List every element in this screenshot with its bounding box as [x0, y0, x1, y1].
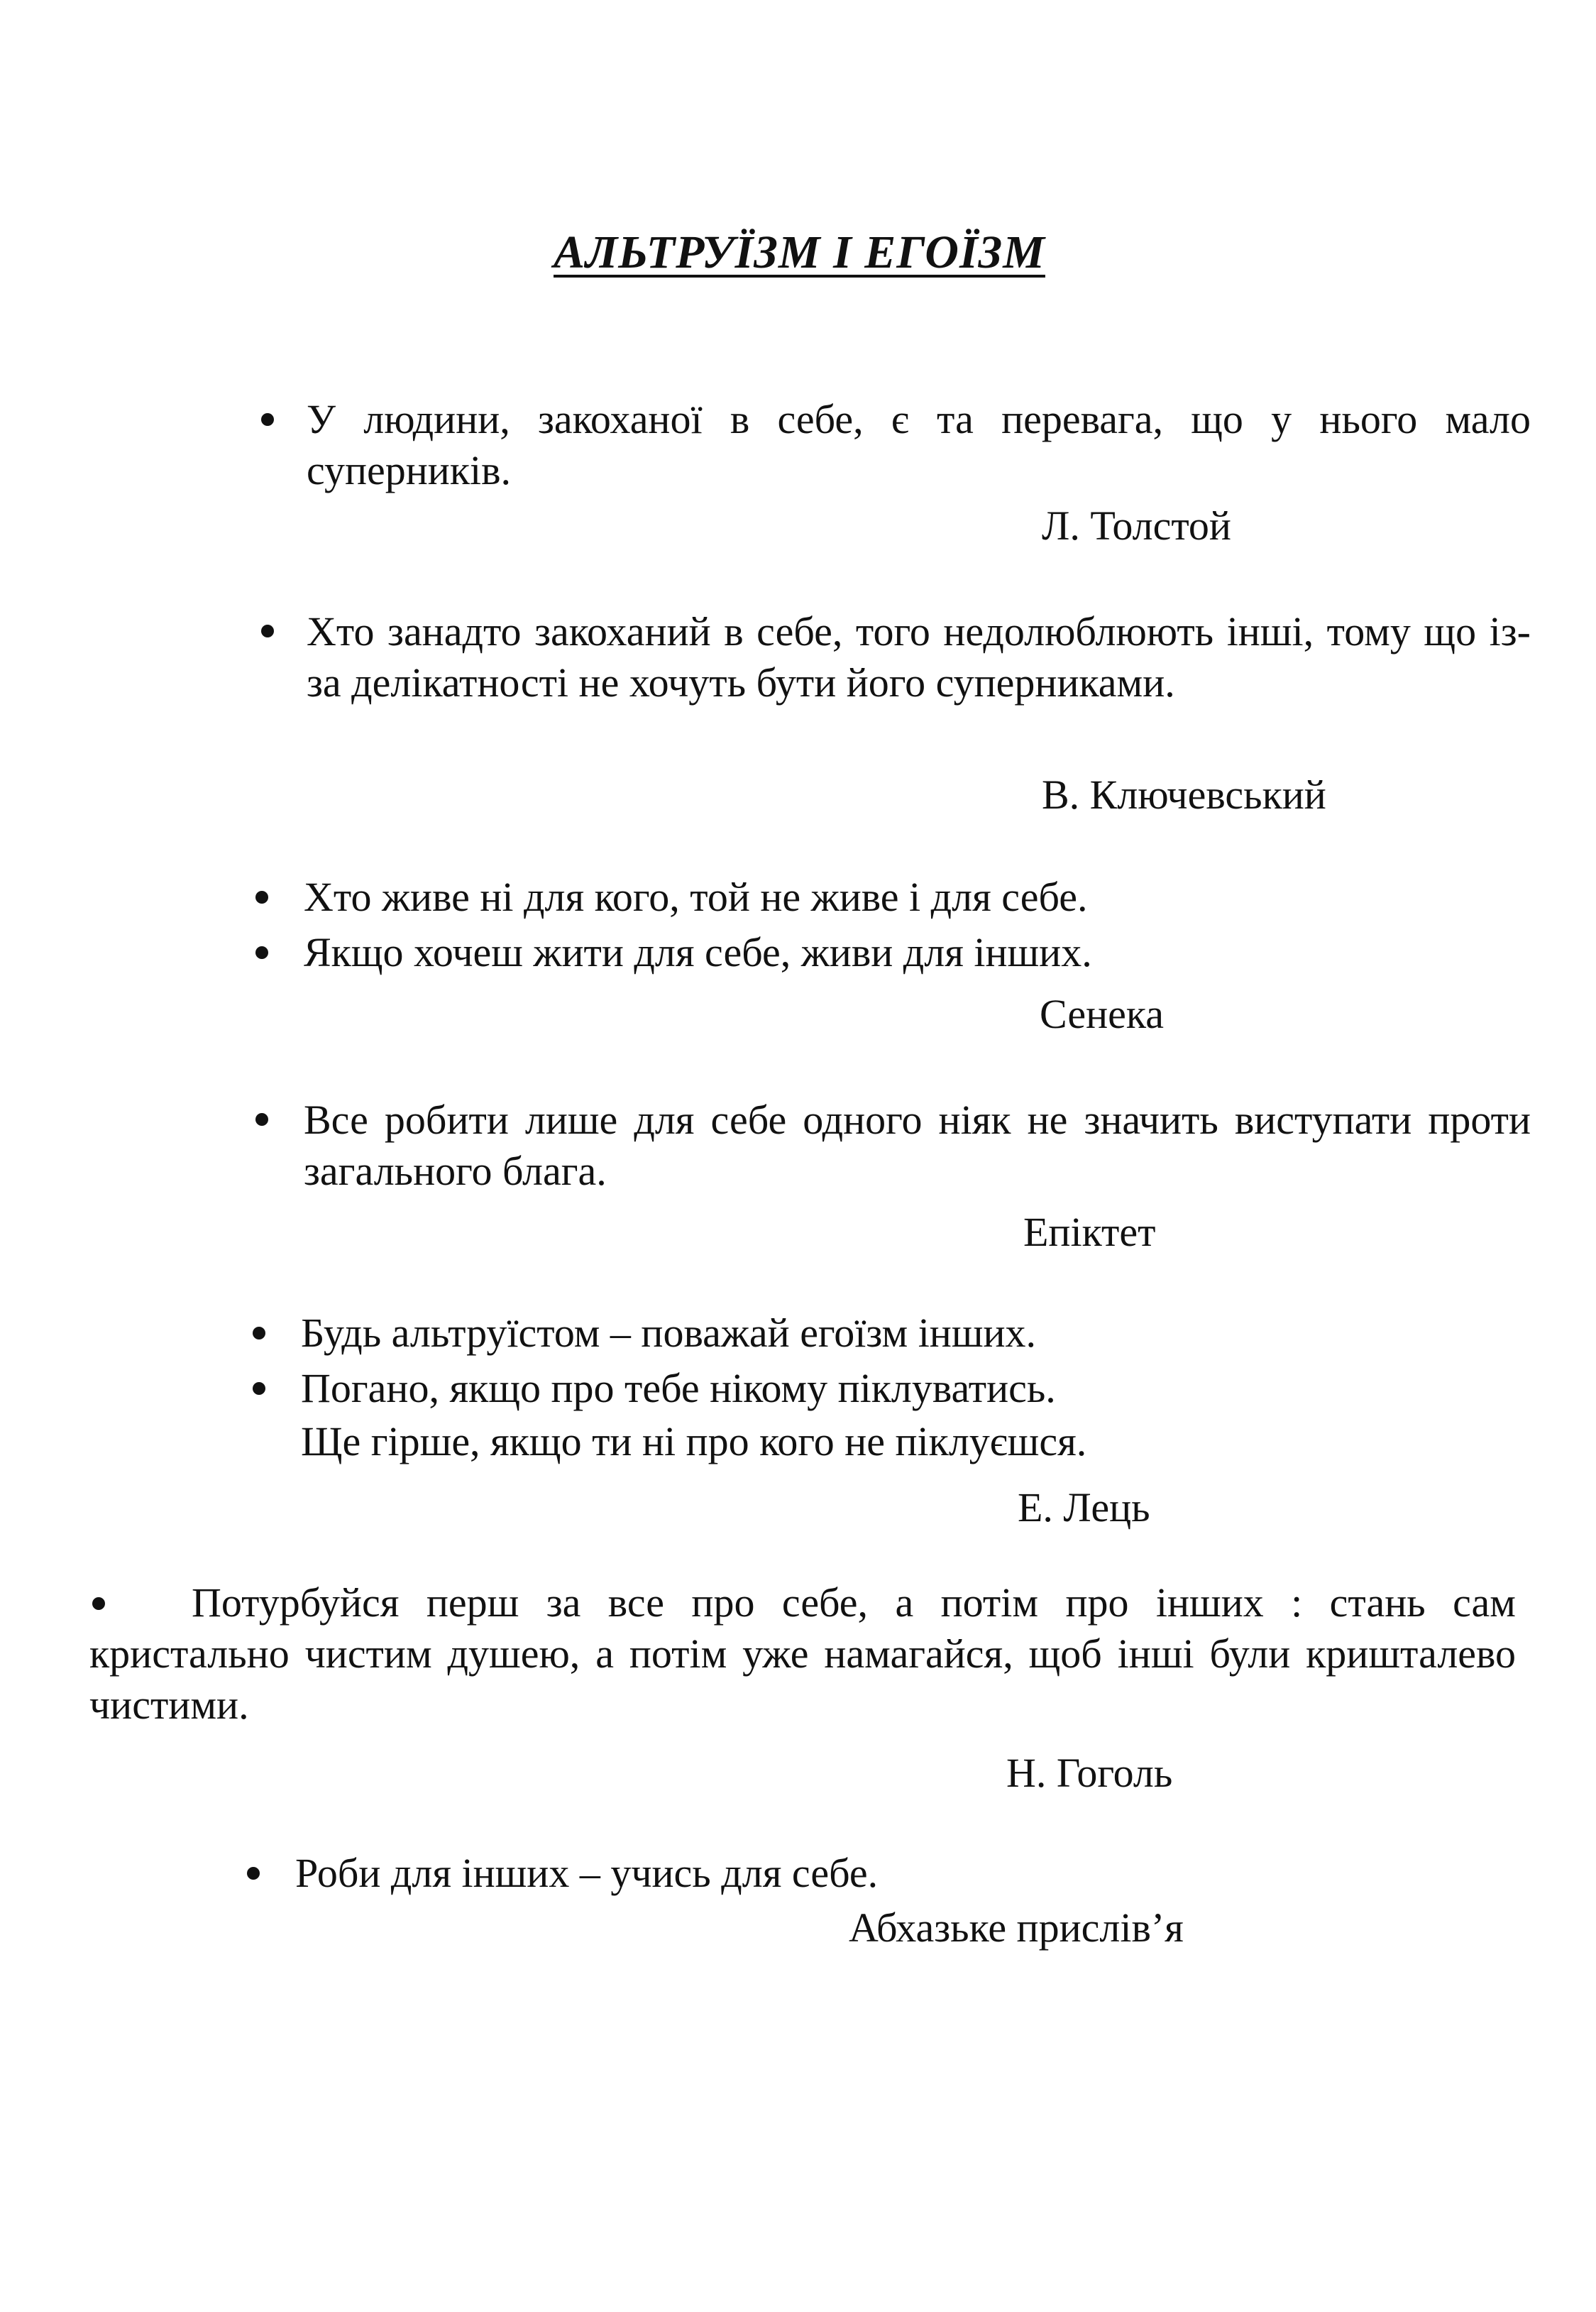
quote-text: Все робити лише для себе одного ніяк не значить виступати проти загального блага.	[304, 1097, 1531, 1194]
bullet-icon	[253, 1327, 265, 1339]
quote-tolstoy	[307, 394, 1531, 496]
quote-author: Абхазьке прислів’я	[849, 1905, 1184, 1951]
bullet-icon	[253, 1382, 265, 1395]
quote-text: Хто занадто закоханий в себе, того недолюблюють інші, тому що із-за делікатності не хочуть бути його суперниками.	[307, 608, 1531, 706]
quote-author: Сенека	[1040, 991, 1164, 1037]
quote-gogol	[89, 1577, 1516, 1731]
bullet-icon	[255, 1113, 268, 1126]
quote-author: Н. Гоголь	[1006, 1750, 1173, 1796]
quote-epictetus	[304, 1095, 1531, 1197]
quote-line: Хто живе ні для кого, той не живе і для себе.	[304, 874, 1088, 920]
bullet-icon	[255, 891, 268, 904]
quote-author: Е. Лець	[1018, 1484, 1150, 1530]
bullet-icon	[261, 625, 274, 637]
quote-line: Якщо хочеш жити для себе, живи для інших.	[304, 929, 1092, 975]
bullet-icon	[261, 413, 274, 426]
quote-line: Ще гірше, якщо ти ні про кого не піклуєшся.	[301, 1418, 1087, 1464]
quote-text: У людини, закоханої в себе, є та перевага, що у нього мало суперників.	[307, 396, 1531, 493]
quote-klyuchevsky	[307, 606, 1531, 708]
bullet-icon	[247, 1867, 260, 1880]
quote-author: Л. Толстой	[1042, 503, 1231, 549]
quote-author: Епіктет	[1023, 1209, 1156, 1255]
page-title: АЛЬТРУЇЗМ І ЕГОЇЗМ	[554, 226, 1045, 278]
quote-line: Погано, якщо про тебе нікому піклуватись.	[301, 1365, 1056, 1411]
quote-line: Будь альтруїстом – поважай егоїзм інших.	[301, 1310, 1037, 1356]
quote-author: В. Ключевський	[1042, 772, 1326, 818]
quote-line: Роби для інших – учись для себе.	[295, 1850, 879, 1896]
quote-text: Потурбуйся перш за все про себе, а потім про інших : стань сам кристально чистим душею, а потім уже намагайся, щоб інші були кришталево чистими.	[89, 1579, 1516, 1728]
bullet-icon	[255, 946, 268, 959]
